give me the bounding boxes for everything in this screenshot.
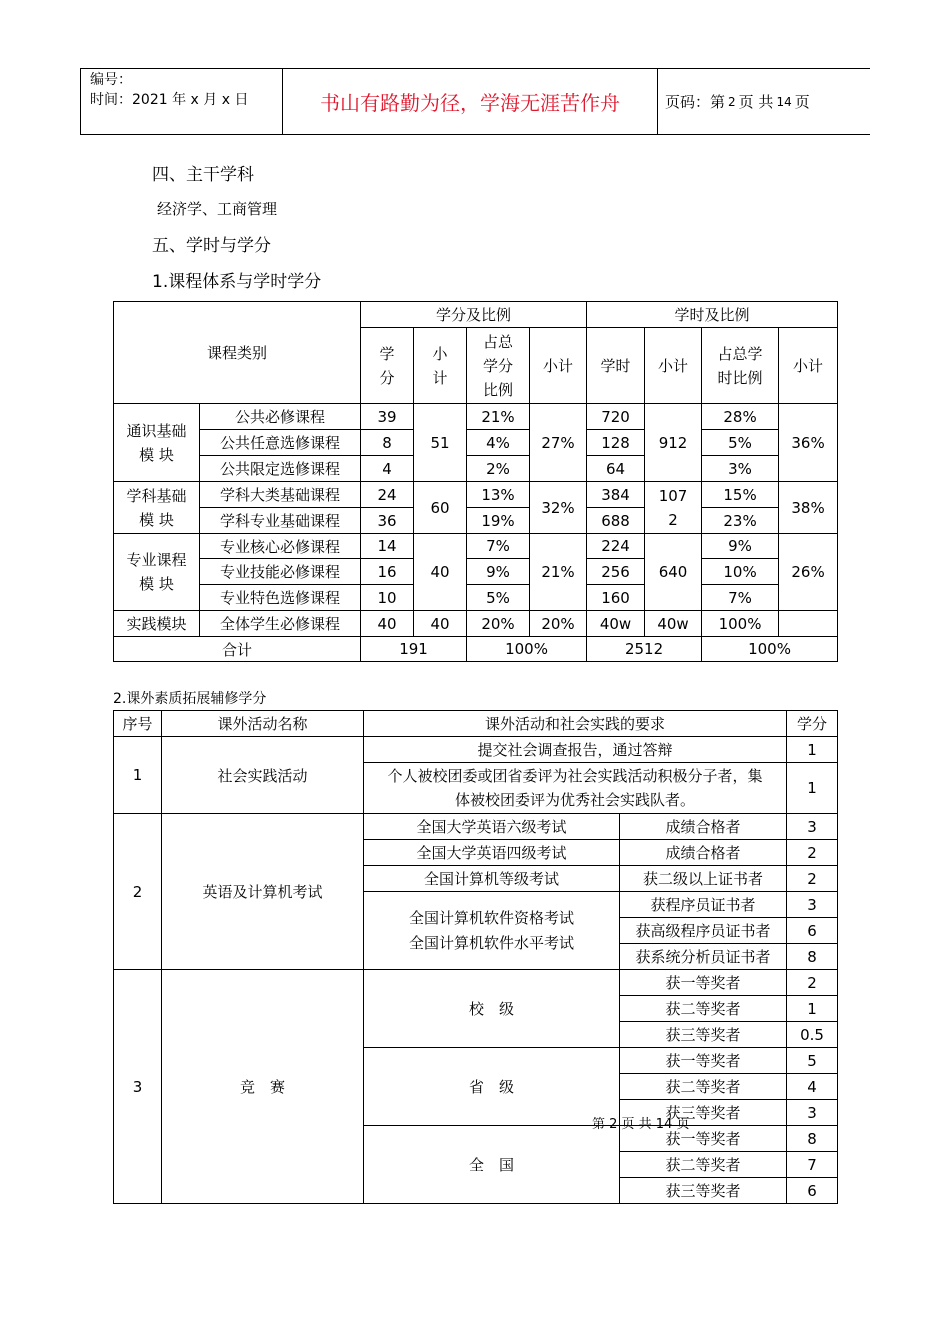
hours-ratio: 10% [702, 559, 779, 585]
header-hours-ratio-subtotal: 小计 [779, 328, 838, 404]
credit: 0.5 [787, 1022, 838, 1048]
total-hours: 2512 [587, 637, 702, 662]
course-credit-table [113, 301, 838, 662]
ratio-subtotal: 32% [530, 482, 587, 534]
condition: 成绩合格者 [620, 840, 787, 866]
credit: 5 [787, 1048, 838, 1074]
hours-ratio-subtotal: 38% [779, 482, 838, 534]
number-label: 编号： [90, 72, 132, 88]
credit-ratio: 5% [467, 585, 530, 611]
course-name: 公共限定选修课程 [200, 456, 361, 482]
course-name: 学科专业基础课程 [200, 508, 361, 534]
header-hours: 学时 [587, 328, 645, 404]
credit: 4 [787, 1074, 838, 1100]
section-4-body: 经济学、工商管理 [157, 200, 278, 218]
page-total: 14 [776, 94, 792, 109]
credit: 7 [787, 1152, 838, 1178]
credit: 8 [787, 944, 838, 970]
month: x [190, 92, 199, 108]
hours-ratio: 28% [702, 404, 779, 430]
credit-ratio: 2% [467, 456, 530, 482]
hours: 128 [587, 430, 645, 456]
header-requirement: 课外活动和社会实践的要求 [364, 711, 787, 737]
credit: 8 [361, 430, 414, 456]
credit: 3 [787, 1100, 838, 1126]
credit: 24 [361, 482, 414, 508]
requirement: 提交社会调查报告，通过答辩 [364, 737, 787, 763]
credit: 2 [787, 970, 838, 996]
section-5-title: 五、学时与学分 [152, 236, 271, 256]
credit: 40 [361, 611, 414, 637]
table-row [114, 970, 838, 996]
award: 获二等奖者 [620, 1152, 787, 1178]
award: 获一等奖者 [620, 970, 787, 996]
row-no: 2 [114, 814, 162, 970]
table-row [114, 534, 838, 559]
credit: 3 [787, 814, 838, 840]
exam-name: 全国大学英语六级考试 [364, 814, 620, 840]
credit: 8 [787, 1126, 838, 1152]
table-row [114, 456, 838, 482]
table-row [114, 559, 838, 585]
header-meta [81, 69, 282, 134]
award: 获二等奖者 [620, 1074, 787, 1100]
hours-ratio: 15% [702, 482, 779, 508]
hours: 160 [587, 585, 645, 611]
table-row [114, 814, 838, 840]
table-row [114, 611, 838, 637]
requirement: 个人被校团委或团省委评为社会实践活动积极分子者，集 体被校团委评为优秀社会实践队者。 [364, 763, 787, 814]
credit: 39 [361, 404, 414, 430]
course-name: 公共必修课程 [200, 404, 361, 430]
award: 获三等奖者 [620, 1100, 787, 1126]
page-current: 2 [728, 94, 736, 109]
document-header [80, 68, 870, 135]
group-name: 专业课程 模 块 [114, 534, 200, 611]
row-no: 3 [114, 970, 162, 1204]
credit-ratio: 4% [467, 430, 530, 456]
hours-subtotal: 640 [645, 534, 702, 611]
course-name: 专业核心必修课程 [200, 534, 361, 559]
award: 获三等奖者 [620, 1178, 787, 1204]
header-credit-subtotal: 小 计 [414, 328, 467, 404]
hours: 64 [587, 456, 645, 482]
award: 获一等奖者 [620, 1048, 787, 1074]
credit: 10 [361, 585, 414, 611]
section-5-subtitle-1: 1.课程体系与学时学分 [152, 272, 322, 292]
row-no: 1 [114, 737, 162, 814]
activity-name: 社会实践活动 [162, 737, 364, 814]
header-credit-ratio-subtotal: 小计 [530, 328, 587, 404]
hours-subtotal: 107 2 [645, 482, 702, 534]
credit-ratio: 20% [467, 611, 530, 637]
table-row [114, 585, 838, 611]
total-label: 合计 [114, 637, 361, 662]
credit-subtotal: 51 [414, 404, 467, 482]
credit: 16 [361, 559, 414, 585]
hours-subtotal: 40w [645, 611, 702, 637]
page-mid: 页 共 [738, 93, 774, 111]
ratio-subtotal: 27% [530, 404, 587, 482]
hours-ratio: 9% [702, 534, 779, 559]
activity-name: 英语及计算机考试 [162, 814, 364, 970]
exam-name: 全国计算机等级考试 [364, 866, 620, 892]
hours-ratio-subtotal: 26% [779, 534, 838, 611]
total-hours-ratio: 100% [702, 637, 838, 662]
day-suffix: 日 [234, 92, 249, 108]
hours-ratio: 7% [702, 585, 779, 611]
credit-ratio: 19% [467, 508, 530, 534]
header-credit: 学分 [787, 711, 838, 737]
time-prefix: 时间： [90, 92, 132, 108]
award: 获一等奖者 [620, 1126, 787, 1152]
condition: 获系统分析员证书者 [620, 944, 787, 970]
page-footer: 第 2 页 共 14 页 [592, 1117, 690, 1132]
credit: 2 [787, 840, 838, 866]
total-row [114, 637, 838, 662]
section-5-subtitle-2: 2.课外素质拓展辅修学分 [113, 691, 267, 707]
exam-name: 全国大学英语四级考试 [364, 840, 620, 866]
condition: 获高级程序员证书者 [620, 918, 787, 944]
header-hours-group: 学时及比例 [587, 302, 838, 328]
credit-ratio: 21% [467, 404, 530, 430]
ratio-subtotal: 21% [530, 534, 587, 611]
header-hours-subtotal: 小计 [645, 328, 702, 404]
credit-subtotal: 40 [414, 534, 467, 611]
page-suffix: 页 [794, 93, 810, 111]
header-credit: 学 分 [361, 328, 414, 404]
condition: 获二级以上证书者 [620, 866, 787, 892]
hours: 40w [587, 611, 645, 637]
condition: 成绩合格者 [620, 814, 787, 840]
header-no: 序号 [114, 711, 162, 737]
ratio-subtotal: 20% [530, 611, 587, 637]
hours-ratio: 23% [702, 508, 779, 534]
hours-ratio-subtotal: 36% [779, 404, 838, 482]
header-motto: 书山有路勤为径，学海无涯苦作舟 [320, 91, 620, 115]
competition-level: 全 国 [364, 1126, 620, 1204]
table-row [114, 404, 838, 430]
course-name: 学科大类基础课程 [200, 482, 361, 508]
hours-ratio: 100% [702, 611, 779, 637]
year-suffix: 年 [172, 92, 187, 108]
credit-ratio: 7% [467, 534, 530, 559]
header-credit-ratio: 占总 学分 比例 [467, 328, 530, 404]
hours-ratio: 5% [702, 430, 779, 456]
credit: 4 [361, 456, 414, 482]
group-name: 通识基础 模 块 [114, 404, 200, 482]
credit: 3 [787, 892, 838, 918]
course-name: 专业技能必修课程 [200, 559, 361, 585]
header-credit-group: 学分及比例 [361, 302, 587, 328]
total-credit-ratio: 100% [467, 637, 587, 662]
hours-ratio-subtotal [779, 611, 838, 637]
hours: 688 [587, 508, 645, 534]
credit-subtotal: 60 [414, 482, 467, 534]
section-4-title: 四、主干学科 [152, 165, 254, 185]
competition-level: 校 级 [364, 970, 620, 1048]
credit-ratio: 9% [467, 559, 530, 585]
activity-name: 竞 赛 [162, 970, 364, 1204]
table-row [114, 508, 838, 534]
course-name: 公共任意选修课程 [200, 430, 361, 456]
credit-ratio: 13% [467, 482, 530, 508]
hours: 384 [587, 482, 645, 508]
table-row [114, 430, 838, 456]
extracurricular-credit-table [113, 710, 838, 1204]
exam-name: 全国计算机软件资格考试 全国计算机软件水平考试 [364, 892, 620, 970]
hours-subtotal: 912 [645, 404, 702, 482]
header-page-number [658, 69, 870, 134]
header-activity-name: 课外活动名称 [162, 711, 364, 737]
hours: 224 [587, 534, 645, 559]
course-name: 全体学生必修课程 [200, 611, 361, 637]
table-row [114, 737, 838, 763]
header-hours-ratio: 占总学 时比例 [702, 328, 779, 404]
day: x [221, 92, 231, 108]
credit: 6 [787, 918, 838, 944]
credit: 1 [787, 763, 838, 814]
credit: 14 [361, 534, 414, 559]
credit-subtotal: 40 [414, 611, 467, 637]
total-credit: 191 [361, 637, 467, 662]
course-name: 专业特色选修课程 [200, 585, 361, 611]
credit: 36 [361, 508, 414, 534]
award: 获三等奖者 [620, 1022, 787, 1048]
condition: 获程序员证书者 [620, 892, 787, 918]
table-row [114, 482, 838, 508]
date-line [90, 90, 282, 110]
month-suffix: 月 [203, 92, 218, 108]
hours: 720 [587, 404, 645, 430]
credit: 1 [787, 996, 838, 1022]
group-name: 学科基础 模 块 [114, 482, 200, 534]
group-name: 实践模块 [114, 611, 200, 637]
award: 获二等奖者 [620, 996, 787, 1022]
page-prefix: 页码：第 [665, 93, 726, 111]
header-category: 课程类别 [114, 302, 361, 404]
credit: 6 [787, 1178, 838, 1204]
competition-level: 省 级 [364, 1048, 620, 1126]
credit: 2 [787, 866, 838, 892]
hours: 256 [587, 559, 645, 585]
hours-ratio: 3% [702, 456, 779, 482]
credit: 1 [787, 737, 838, 763]
year: 2021 [132, 92, 168, 108]
